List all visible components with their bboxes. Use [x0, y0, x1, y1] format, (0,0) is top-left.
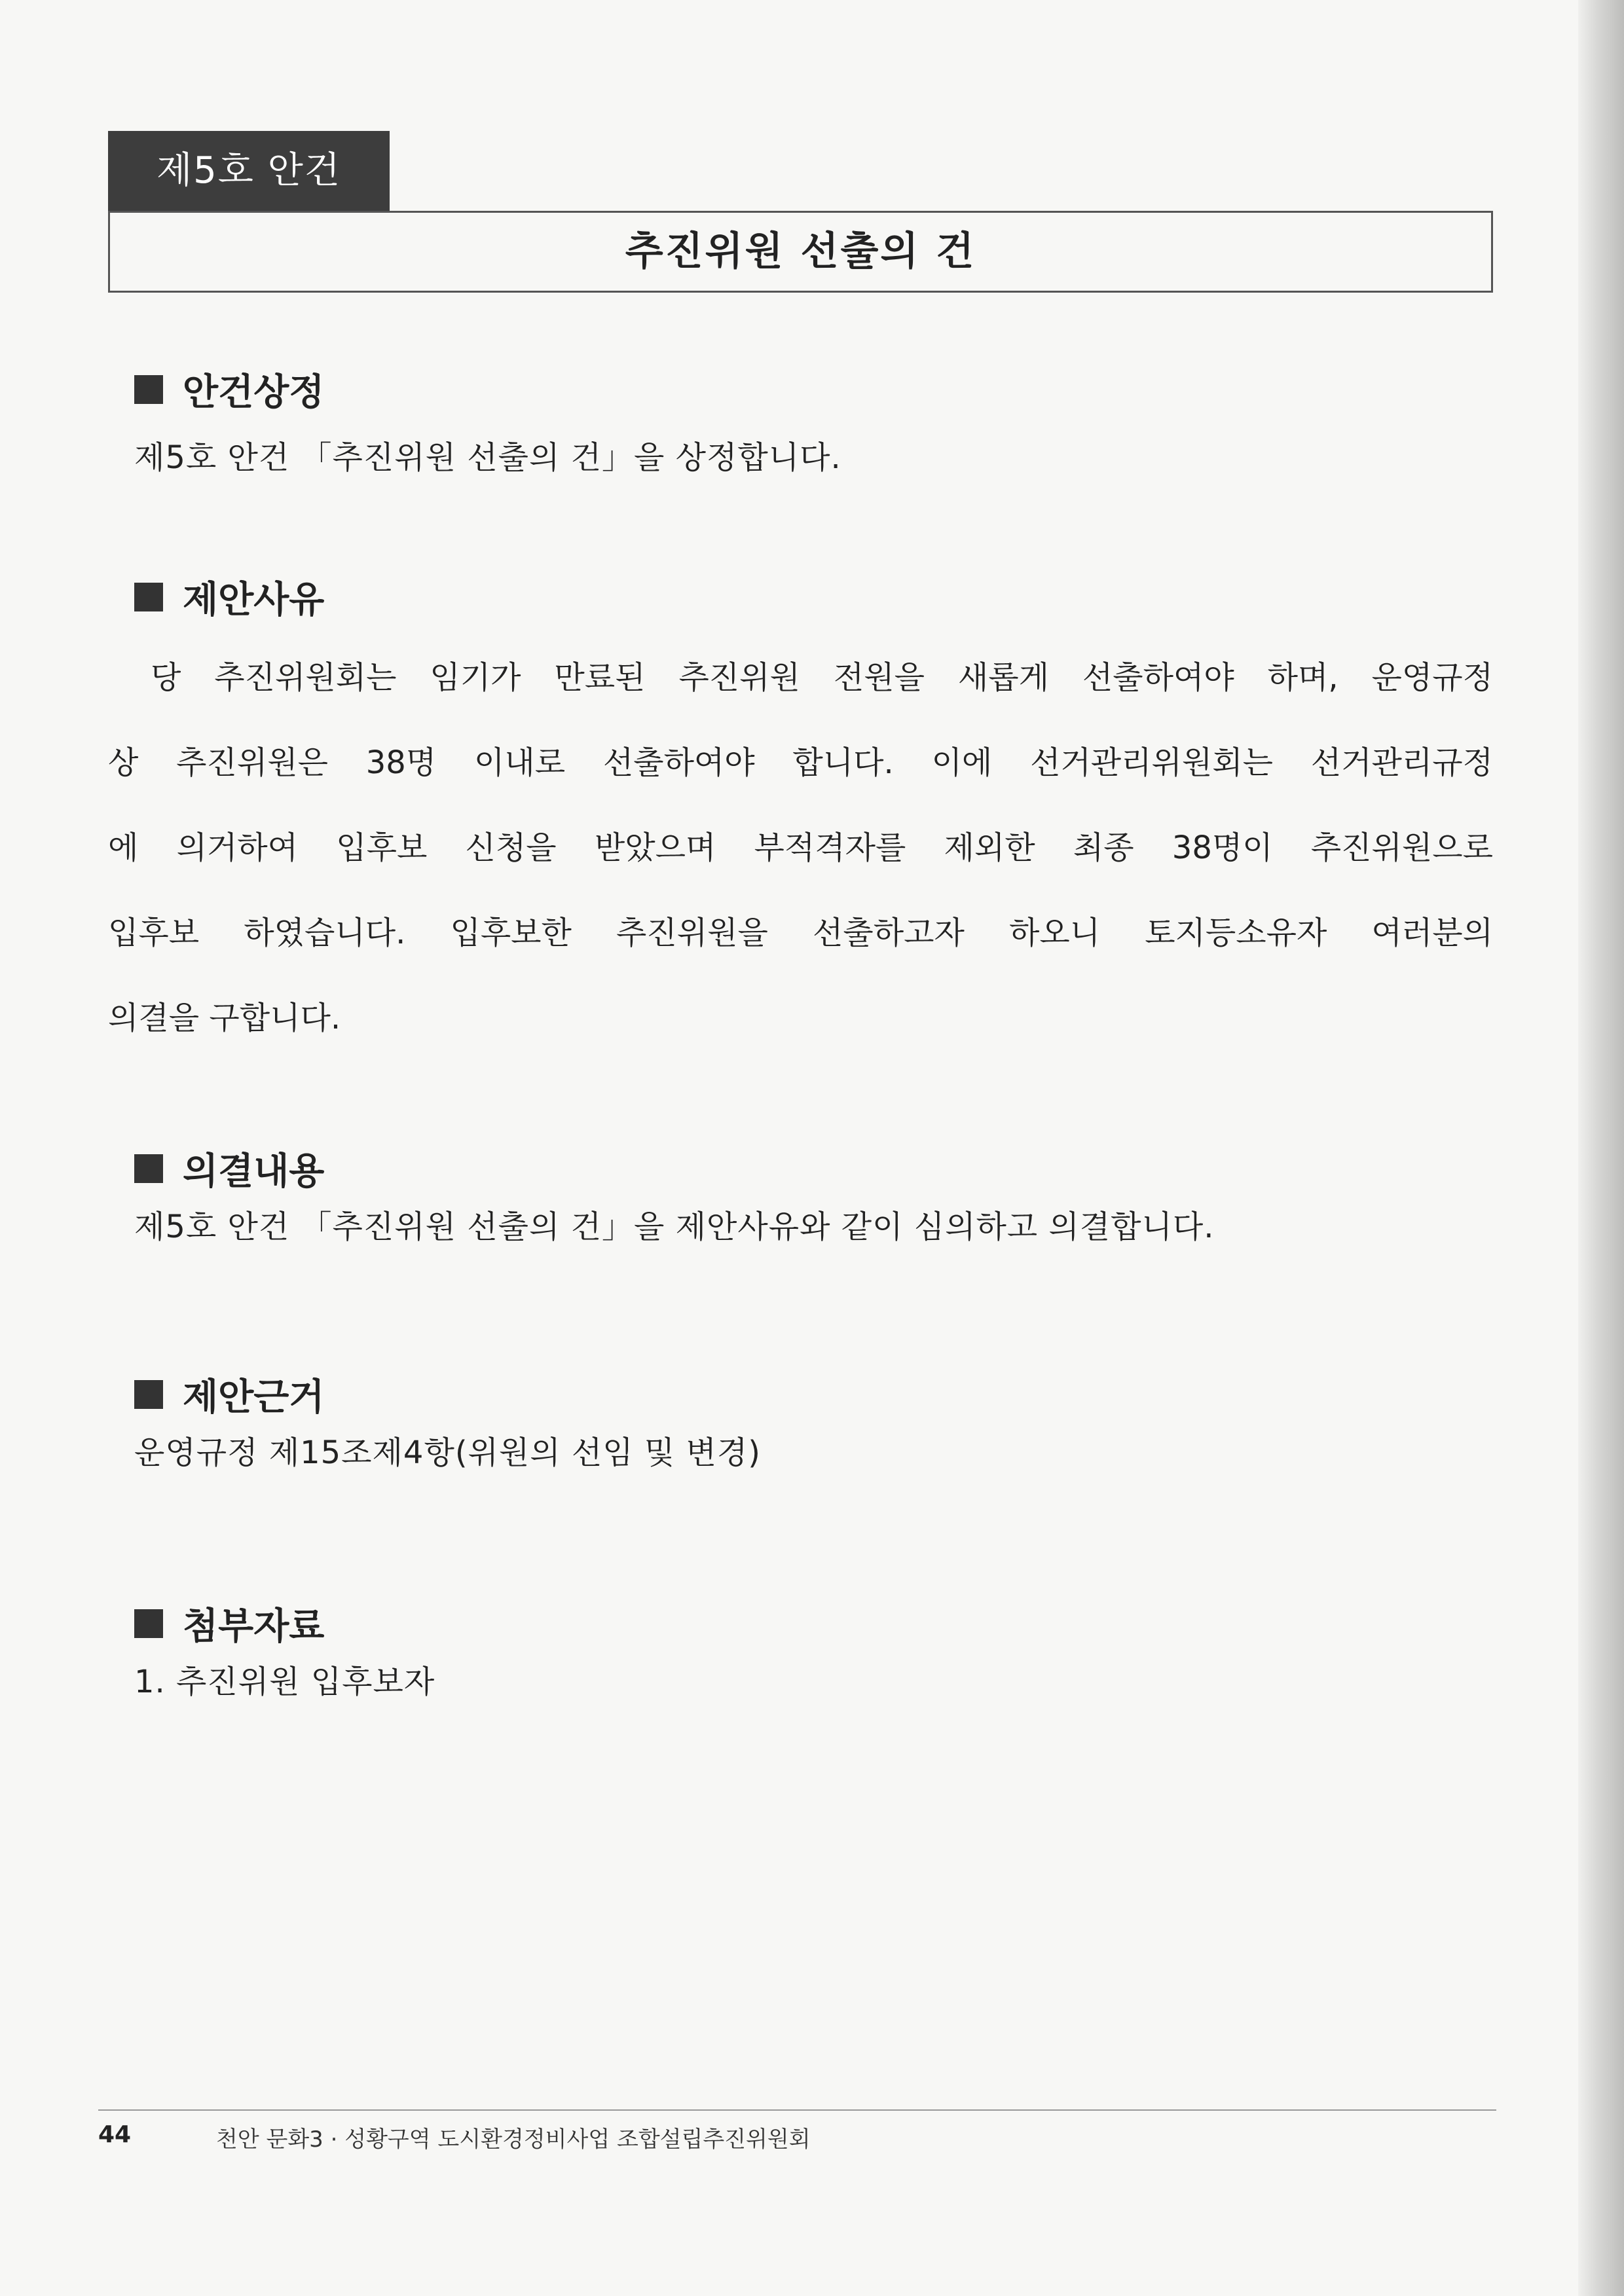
section-body-attachments: 1. 추진위원 입후보자 [134, 1664, 435, 1700]
footer-divider [98, 2109, 1496, 2111]
section-heading-proposal: 안건상정 [134, 363, 324, 416]
scan-edge-shadow [1578, 0, 1624, 2296]
agenda-title: 추진위원 선출의 건 [108, 211, 1493, 293]
square-bullet-icon [134, 583, 163, 611]
square-bullet-icon [134, 1154, 163, 1183]
footer-organization: 천안 문화3 · 성황구역 도시환경정비사업 조합설립추진위원회 [216, 2126, 811, 2153]
section-heading-resolution: 의결내용 [134, 1142, 324, 1195]
section-body-proposal: 제5호 안건 「추진위원 선출의 건」을 상정합니다. [134, 439, 841, 476]
section-heading-reason: 제안사유 [134, 571, 324, 623]
reason-line: 상 추진위원은 38명 이내로 선출하여야 합니다. 이에 선거관리위원회는 선거관리규정 [108, 744, 1493, 781]
section-body-basis: 운영규정 제15조제4항(위원의 선임 및 변경) [134, 1434, 761, 1471]
section-heading-attachments: 첨부자료 [134, 1597, 324, 1650]
section-heading-basis: 제안근거 [134, 1368, 324, 1421]
reason-line: 입후보 하였습니다. 입후보한 추진위원을 선출하고자 하오니 토지등소유자 여러분의 [108, 915, 1493, 951]
square-bullet-icon [134, 375, 163, 404]
agenda-number-tab: 제5호 안건 [108, 131, 390, 211]
section-body-reason [108, 651, 1493, 1077]
square-bullet-icon [134, 1609, 163, 1638]
square-bullet-icon [134, 1380, 163, 1409]
section-body-resolution: 제5호 안건 「추진위원 선출의 건」을 제안사유와 같이 심의하고 의결합니다. [134, 1209, 1215, 1245]
page-number: 44 [98, 2121, 132, 2148]
reason-line: 에 의거하여 입후보 신청을 받았으며 부적격자를 제외한 최종 38명이 추진위원으로 [108, 829, 1493, 866]
reason-line: 당 추진위원회는 임기가 만료된 추진위원 전원을 새롭게 선출하여야 하며, 운영규정 [151, 659, 1493, 696]
reason-line: 의결을 구합니다. [108, 1000, 341, 1036]
